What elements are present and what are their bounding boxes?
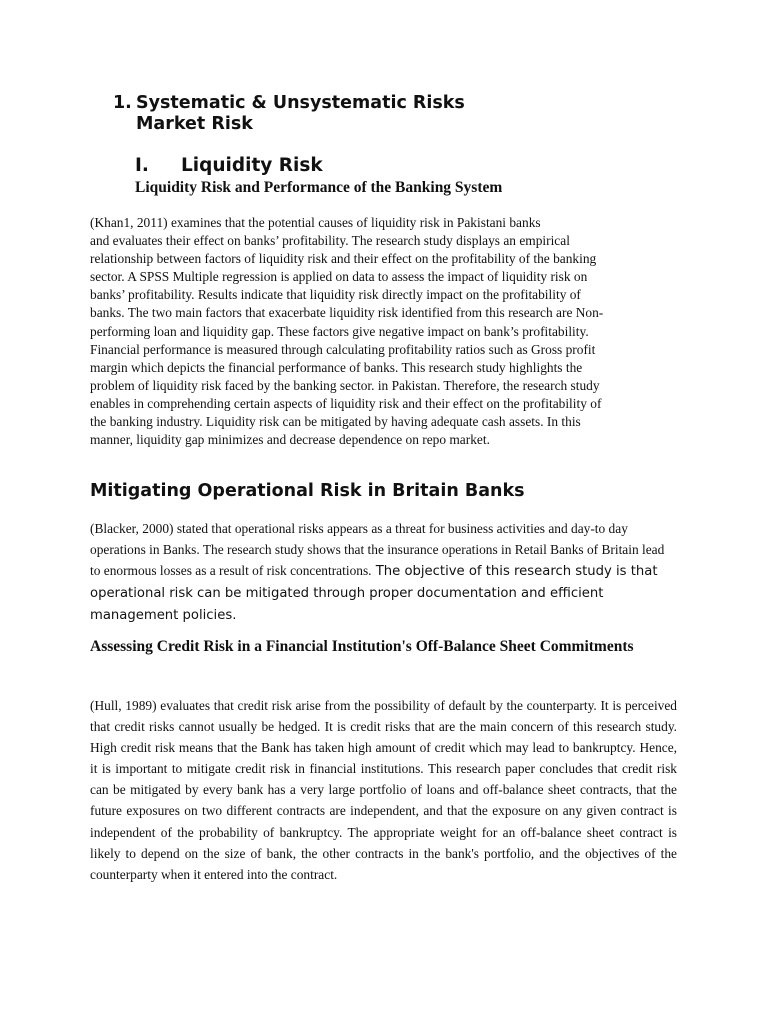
paragraph-serif-text: (Blacker, 2000) stated that operational risks appears as a threat for business activities and day-to day operations in Banks. The research study shows that the insurance operations in Retail Banks of Britain lead to enormous losses as a result of risk concentrations.	[90, 521, 665, 578]
paragraph-line: enables in comprehending certain aspects of liquidity risk and their effect on the profitability of	[90, 395, 602, 411]
paragraph-liquidity-risk	[90, 214, 672, 449]
paragraph-line: banks’ profitability. Results indicate that liquidity risk directly impact on the profitability of	[90, 287, 581, 303]
paragraph-line: sector. A SPSS Multiple regression is applied on data to assess the impact of liquidity risk on	[90, 269, 588, 285]
paragraph-sans-text: The objective of this research study is that operational risk can be mitigated through proper documentation and efficient management policies.	[90, 564, 658, 623]
paragraph-credit-risk: (Hull, 1989) evaluates that credit risk arise from the possibility of default by the counterparty. It is perceived that credit risks cannot usually be hedged. It is credit risks that are the main concern of this research study. High credit risk means that the Bank has taken high amount of credit which may lead to bankruptcy. Hence, it is important to mitigate credit risk in financial institutions. This research paper concludes that credit risk can be mitigated by every bank has a very large portfolio of loans and off-balance sheet contracts, that the future exposures on two different contracts are independent, and that the exposure on any given contract is independent of the probability of bankruptcy. The appropriate weight for an off-balance sheet contract is likely to depend on the size of bank, the other contracts in the bank's portfolio, and the objectives of the counterparty when it entered into the contract.	[90, 698, 677, 882]
paragraph-line: the banking industry. Liquidity risk can be mitigated by having adequate cash assets. In this	[90, 414, 581, 430]
paragraph-line: problem of liquidity risk faced by the banking sector. in Pakistan. Therefore, the research study	[90, 377, 600, 393]
heading-1-number: 1.	[113, 93, 132, 113]
section-heading-operational: Mitigating Operational Risk in Britain Banks	[90, 481, 525, 501]
section-heading-liquidity: Liquidity Risk and Performance of the Banking System	[135, 179, 503, 196]
paragraph-line: manner, liquidity gap minimizes and decrease dependence on repo market.	[90, 432, 490, 448]
paragraph-line: (Khan1, 2011) examines that the potential causes of liquidity risk in Pakistani banks	[90, 215, 541, 230]
paragraph-operational-risk	[90, 518, 676, 626]
section-heading-credit: Assessing Credit Risk in a Financial Institution's Off-Balance Sheet Commitments	[90, 638, 634, 655]
paragraph-line: and evaluates their effect on banks’ profitability. The research study displays an empirical	[90, 233, 570, 249]
heading-1-title: Systematic & Unsystematic Risks	[136, 93, 465, 113]
paragraph-line: banks. The two main factors that exacerbate liquidity risk identified from this research are Non-	[90, 305, 604, 321]
paragraph-line: performing loan and liquidity gap. These factors give negative impact on bank’s profitability.	[90, 323, 589, 339]
paragraph-line: margin which depicts the financial performance of banks. This research study highlights the	[90, 359, 583, 375]
heading-2-number: I.	[135, 155, 149, 176]
heading-1-subtitle: Market Risk	[136, 114, 253, 134]
paragraph-line: Financial performance is measured through calculating profitability ratios such as Gross profit	[90, 341, 596, 357]
paragraph-line: relationship between factors of liquidity risk and their effect on the profitability of the banking	[90, 251, 597, 267]
heading-2-title: Liquidity Risk	[181, 155, 323, 176]
